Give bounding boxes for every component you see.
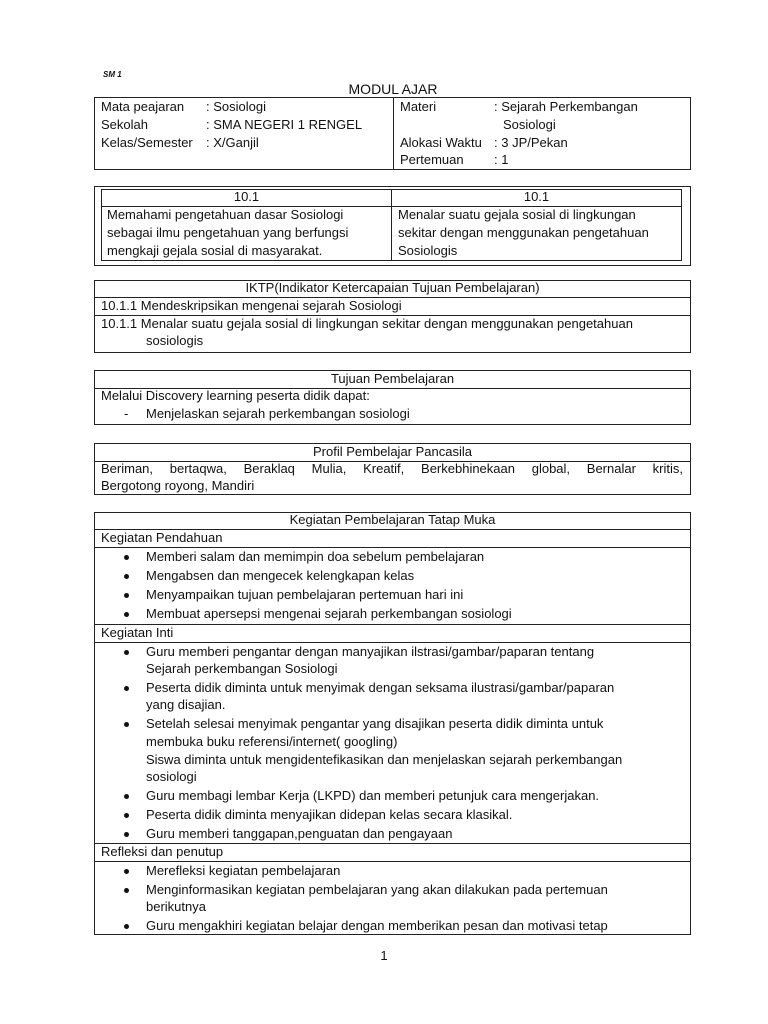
document-title: MODUL AJAR [348,81,438,97]
pendahuluan-item-2: Mengabsen dan mengecek kelengkapan kelas [146,568,415,583]
refleksi-line-1: Merefleksi kegiatan pembelajaran [146,863,341,878]
inti-line-3: Peserta didik diminta untuk menyimak dengan seksama ilustrasi/gambar/paparan [146,680,615,695]
bullet-icon [124,650,129,655]
pendahuluan-item-3: Menyampaikan tujuan pembelajaran pertemuan hari ini [146,587,464,602]
kegiatan-divider-inti-head [94,624,691,625]
kd-left-line-3: mengkaji gejala sosial di masyarakat. [107,243,323,258]
inti-heading: Kegiatan Inti [101,625,174,640]
iktp-title: IKTP(Indikator Ketercapaian Tujuan Pembelajaran) [245,280,540,295]
profil-line-1: Beriman, bertaqwa, Beraklaq Mulia, Kreatif, Berkebhinekaan global, Bernalar kritis, [101,461,683,476]
profil-line-2: Bergotong royong, Mandiri [101,478,255,493]
inti-line-1: Guru memberi pengantar dengan manyajikan ilstrasi/gambar/paparan tentang [146,644,595,659]
kegiatan-title: Kegiatan Pembelajaran Tatap Muka [289,512,496,527]
school-value: : SMA NEGERI 1 RENGEL [206,117,363,132]
inti-line-9: Guru membagi lembar Kerja (LKPD) dan memberi petunjuk cara mengerjakan. [146,788,600,803]
refleksi-line-4: Guru mengakhiri kegiatan belajar dengan memberikan pesan dan motivasi tetap [146,918,608,933]
bullet-icon [124,869,129,874]
subject-value: : Sosiologi [206,99,266,114]
profil-title: Profil Pembelajar Pancasila [313,444,472,459]
kd-left-line-2: sebagai ilmu pengetahuan yang berfungsi [107,225,349,240]
bullet-icon [124,686,129,691]
bullet-icon [124,794,129,799]
document-code: SM 1 [103,70,122,79]
iktp-item-2-cont: sosiologis [146,333,204,348]
kd-right-line-3: Sosiologis [398,243,458,258]
refleksi-line-3: berikutnya [146,899,206,914]
page-number: 1 [380,948,388,963]
kd-left-line-1: Memahami pengetahuan dasar Sosiologi [107,207,344,222]
material-label: Materi [400,99,437,114]
bullet-icon [124,888,129,893]
tujuan-title: Tujuan Pembelajaran [330,371,455,386]
inti-line-7: Siswa diminta untuk mengidentefikasikan dan menjelaskan sejarah perkembangan [146,752,623,767]
tujuan-dash: - [124,406,129,421]
material-value-cont: Sosiologi [503,117,556,132]
meeting-value: : 1 [494,152,509,167]
class-label: Kelas/Semester [101,135,193,150]
time-value: : 3 JP/Pekan [494,135,568,150]
bullet-icon [124,574,129,579]
subject-label: Mata peajaran [101,99,185,114]
pendahuluan-item-4: Membuat apersepsi mengenai sejarah perkembangan sosiologi [146,606,512,621]
inti-line-4: yang disajian. [146,697,226,712]
inti-line-11: Guru memberi tanggapan,penguatan dan pengayaan [146,826,453,841]
inti-line-6: membuka buku referensi/internet( googling) [146,734,398,749]
meeting-label: Pertemuan [400,152,464,167]
bullet-icon [124,593,129,598]
bullet-icon [124,924,129,929]
identity-divider [393,97,394,170]
pendahuluan-heading: Kegiatan Pendahuan [101,530,223,545]
bullet-icon [124,722,129,727]
bullet-icon [124,555,129,560]
kd-right-line-2: sekitar dengan menggunakan pengetahuan [398,225,649,240]
kd-left-heading: 10.1 [233,189,260,204]
kd-right-heading: 10.1 [523,189,550,204]
refleksi-heading: Refleksi dan penutup [101,844,224,859]
school-label: Sekolah [101,117,148,132]
pendahuluan-item-1: Memberi salam dan memimpin doa sebelum pembelajaran [146,549,485,564]
time-label: Alokasi Waktu [400,135,482,150]
iktp-item-2: 10.1.1 Menalar suatu gejala sosial di lingkungan sekitar dengan menggunakan pengetahuan [101,316,633,331]
kd-right-line-1: Menalar suatu gejala sosial di lingkungan [398,207,636,222]
inti-line-10: Peserta didik diminta menyajikan didepan kelas secara klasikal. [146,807,513,822]
tujuan-item: Menjelaskan sejarah perkembangan sosiologi [146,406,410,421]
inti-line-5: Setelah selesai menyimak pengantar yang disajikan peserta didik diminta untuk [146,716,604,731]
inti-line-2: Sejarah perkembangan Sosiologi [146,661,338,676]
material-value: : Sejarah Perkembangan [494,99,638,114]
class-value: : X/Ganjil [206,135,259,150]
iktp-item-1: 10.1.1 Mendeskripsikan mengenai sejarah Sosiologi [101,298,402,313]
tujuan-intro: Melalui Discovery learning peserta didik dapat: [101,388,370,403]
refleksi-line-2: Menginformasikan kegiatan pembelajaran yang akan dilakukan pada pertemuan [146,882,608,897]
bullet-icon [124,832,129,837]
inti-line-8: sosiologi [146,769,197,784]
bullet-icon [124,813,129,818]
bullet-icon [124,612,129,617]
